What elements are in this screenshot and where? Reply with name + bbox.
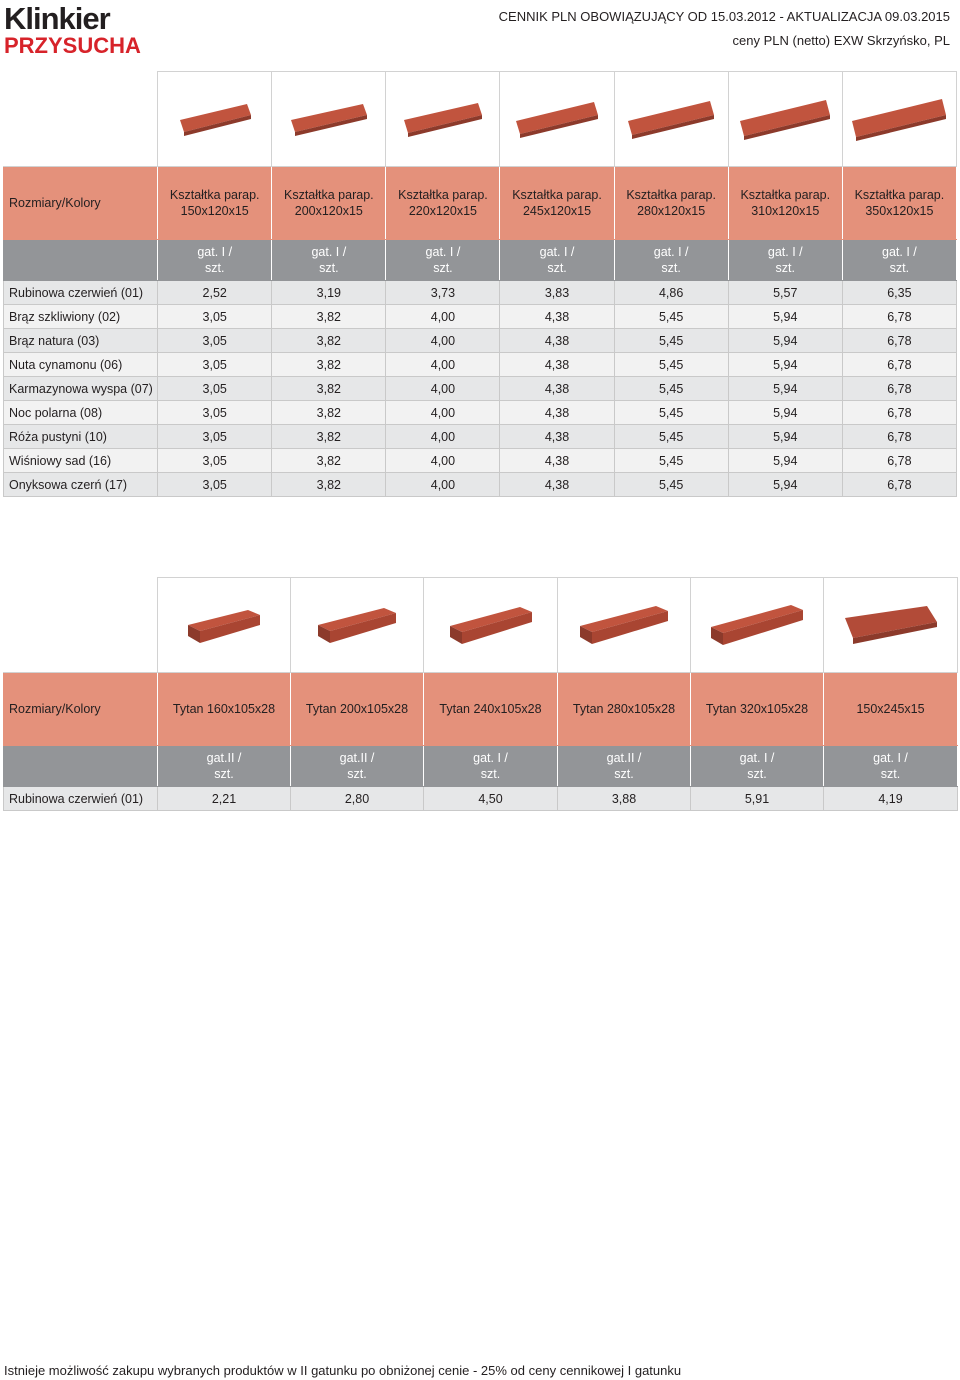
price-cell: 5,94	[728, 353, 842, 377]
sill-tile-image	[287, 101, 371, 137]
column-header: Tytan 280x105x28	[558, 673, 691, 746]
table-row	[4, 353, 957, 377]
price-cell: 3,05	[158, 329, 272, 353]
price-cell: 3,05	[158, 353, 272, 377]
sill-tile-image	[736, 97, 834, 141]
price-cell: 6,78	[842, 329, 956, 353]
price-list-header: CENNIK PLN OBOWIĄZUJĄCY OD 15.03.2012 - AKTUALIZACJA 09.03.2015	[498, 9, 950, 24]
price-cell: 3,05	[158, 449, 272, 473]
unit-cell: gat. I / szt.	[386, 240, 500, 281]
price-cell: 2,21	[158, 787, 291, 811]
product-image-cell	[386, 72, 500, 167]
column-header: Kształtka parap. 310x120x15	[728, 167, 842, 240]
size-header-row	[4, 167, 957, 240]
price-cell: 4,38	[500, 377, 614, 401]
price-cell: 4,00	[386, 353, 500, 377]
tytan-tile-image	[707, 600, 807, 650]
price-cell: 3,82	[272, 401, 386, 425]
price-cell: 3,82	[272, 449, 386, 473]
table-row	[4, 473, 957, 497]
color-label: Karmazynowa wyspa (07)	[4, 377, 158, 401]
table-row	[4, 329, 957, 353]
column-header: 150x245x15	[824, 673, 958, 746]
sill-tile-image	[841, 600, 941, 650]
table-row	[4, 425, 957, 449]
price-cell: 3,82	[272, 329, 386, 353]
table-row	[4, 305, 957, 329]
product-image-cell	[842, 72, 956, 167]
color-label: Brąz szkliwiony (02)	[4, 305, 158, 329]
price-cell: 6,78	[842, 305, 956, 329]
price-cell: 5,45	[614, 305, 728, 329]
price-cell: 5,45	[614, 329, 728, 353]
column-header: Kształtka parap. 280x120x15	[614, 167, 728, 240]
price-cell: 4,00	[386, 305, 500, 329]
price-cell: 5,45	[614, 449, 728, 473]
sill-tile-image	[400, 100, 486, 138]
color-label: Rubinowa czerwień (01)	[4, 281, 158, 305]
table-row	[4, 449, 957, 473]
price-cell: 4,38	[500, 473, 614, 497]
parapety-price-table	[3, 71, 957, 497]
price-cell: 3,05	[158, 473, 272, 497]
color-label: Rubinowa czerwień (01)	[4, 787, 158, 811]
price-cell: 3,82	[272, 425, 386, 449]
product-image-cell	[691, 578, 824, 673]
price-cell: 3,05	[158, 425, 272, 449]
tytan-tile-image	[576, 601, 672, 649]
table-row	[4, 377, 957, 401]
price-cell: 5,94	[728, 377, 842, 401]
price-cell: 3,82	[272, 377, 386, 401]
column-header: Kształtka parap. 220x120x15	[386, 167, 500, 240]
price-cell: 4,38	[500, 329, 614, 353]
product-image-cell	[158, 578, 291, 673]
price-cell: 5,45	[614, 425, 728, 449]
unit-cell: gat.II / szt.	[558, 746, 691, 787]
price-cell: 6,78	[842, 353, 956, 377]
price-cell: 5,94	[728, 473, 842, 497]
price-cell: 5,94	[728, 449, 842, 473]
price-cell: 3,73	[386, 281, 500, 305]
sizes-colors-header: Rozmiary/Kolory	[4, 673, 158, 746]
price-cell: 3,19	[272, 281, 386, 305]
product-image-cell	[614, 72, 728, 167]
price-terms-header: ceny PLN (netto) EXW Skrzyńsko, PL	[732, 33, 950, 48]
price-cell: 3,05	[158, 377, 272, 401]
product-image-row	[4, 578, 958, 673]
price-cell: 5,45	[614, 377, 728, 401]
price-cell: 3,82	[272, 305, 386, 329]
price-cell: 4,38	[500, 353, 614, 377]
price-cell: 4,50	[424, 787, 558, 811]
column-header: Kształtka parap. 150x120x15	[158, 167, 272, 240]
table-row	[4, 401, 957, 425]
color-label: Noc polarna (08)	[4, 401, 158, 425]
sill-tile-image	[848, 96, 950, 142]
tytan-tile-image	[446, 602, 536, 648]
table-row	[4, 787, 958, 811]
price-cell: 5,57	[728, 281, 842, 305]
price-cell: 5,94	[728, 305, 842, 329]
color-label: Onyksowa czerń (17)	[4, 473, 158, 497]
price-cell: 4,00	[386, 425, 500, 449]
unit-cell: gat. I / szt.	[424, 746, 558, 787]
price-cell: 4,38	[500, 401, 614, 425]
price-cell: 4,00	[386, 329, 500, 353]
unit-cell: gat. I / szt.	[842, 240, 956, 281]
size-header-row	[4, 673, 958, 746]
product-image-cell	[824, 578, 958, 673]
product-image-cell	[424, 578, 558, 673]
price-cell: 3,82	[272, 473, 386, 497]
price-cell: 5,91	[691, 787, 824, 811]
price-cell: 5,45	[614, 353, 728, 377]
product-image-cell	[558, 578, 691, 673]
price-cell: 5,45	[614, 473, 728, 497]
sill-tile-image	[512, 99, 602, 139]
color-label: Brąz natura (03)	[4, 329, 158, 353]
price-cell: 3,88	[558, 787, 691, 811]
unit-cell: gat. I / szt.	[728, 240, 842, 281]
logo-line-2: PRZYSUCHA	[4, 33, 141, 58]
price-cell: 3,05	[158, 401, 272, 425]
price-cell: 5,94	[728, 401, 842, 425]
sizes-colors-header: Rozmiary/Kolory	[4, 167, 158, 240]
unit-cell: gat.II / szt.	[291, 746, 424, 787]
unit-row	[4, 240, 957, 281]
footer-note: Istnieje możliwość zakupu wybranych produktów w II gatunku po obniżonej cenie - 25% od ceny cennikowej I gatunku	[4, 1363, 682, 1378]
unit-cell: gat. I / szt.	[272, 240, 386, 281]
color-label: Nuta cynamonu (06)	[4, 353, 158, 377]
unit-row	[4, 746, 958, 787]
price-cell: 4,86	[614, 281, 728, 305]
column-header: Tytan 160x105x28	[158, 673, 291, 746]
price-cell: 2,52	[158, 281, 272, 305]
price-cell: 6,78	[842, 425, 956, 449]
price-cell: 4,38	[500, 305, 614, 329]
price-cell: 4,19	[824, 787, 958, 811]
sill-tile-image	[624, 98, 718, 140]
product-image-cell	[728, 72, 842, 167]
column-header: Kształtka parap. 245x120x15	[500, 167, 614, 240]
column-header: Tytan 240x105x28	[424, 673, 558, 746]
color-label: Róża pustyni (10)	[4, 425, 158, 449]
product-image-cell	[158, 72, 272, 167]
column-header: Kształtka parap. 200x120x15	[272, 167, 386, 240]
price-cell: 5,94	[728, 329, 842, 353]
logo-line-1: Klinkier	[4, 1, 110, 36]
tytan-price-table	[3, 577, 958, 811]
unit-cell: gat. I / szt.	[691, 746, 824, 787]
column-header: Kształtka parap. 350x120x15	[842, 167, 956, 240]
product-image-cell	[272, 72, 386, 167]
column-header: Tytan 200x105x28	[291, 673, 424, 746]
price-cell: 4,00	[386, 473, 500, 497]
tytan-tile-image	[184, 603, 264, 647]
price-cell: 4,00	[386, 401, 500, 425]
price-cell: 6,78	[842, 449, 956, 473]
unit-cell: gat.II / szt.	[158, 746, 291, 787]
table-row	[4, 281, 957, 305]
price-cell: 3,82	[272, 353, 386, 377]
price-cell: 5,94	[728, 425, 842, 449]
unit-cell: gat. I / szt.	[824, 746, 958, 787]
unit-cell: gat. I / szt.	[158, 240, 272, 281]
price-cell: 3,05	[158, 305, 272, 329]
color-label: Wiśniowy sad (16)	[4, 449, 158, 473]
unit-cell: gat. I / szt.	[614, 240, 728, 281]
sill-tile-image	[175, 101, 255, 137]
unit-cell: gat. I / szt.	[500, 240, 614, 281]
price-cell: 3,83	[500, 281, 614, 305]
price-cell: 5,45	[614, 401, 728, 425]
company-logo	[4, 2, 150, 60]
tytan-tile-image	[314, 603, 400, 647]
price-cell: 4,38	[500, 449, 614, 473]
column-header: Tytan 320x105x28	[691, 673, 824, 746]
price-cell: 2,80	[291, 787, 424, 811]
product-image-cell	[500, 72, 614, 167]
product-image-cell	[291, 578, 424, 673]
price-cell: 4,00	[386, 449, 500, 473]
price-cell: 6,78	[842, 401, 956, 425]
price-cell: 6,78	[842, 377, 956, 401]
price-cell: 6,35	[842, 281, 956, 305]
price-cell: 4,00	[386, 377, 500, 401]
price-cell: 4,38	[500, 425, 614, 449]
product-image-row	[4, 72, 957, 167]
price-cell: 6,78	[842, 473, 956, 497]
